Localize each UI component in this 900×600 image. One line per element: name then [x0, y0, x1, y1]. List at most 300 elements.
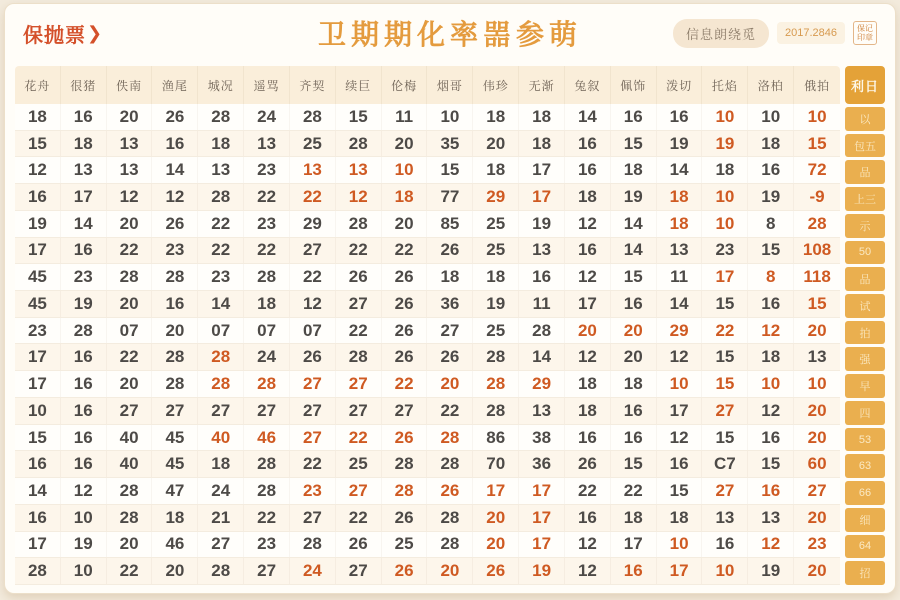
table-cell: 16	[702, 532, 748, 558]
table-cell: 26	[152, 104, 198, 130]
table-cell: 26	[382, 344, 428, 370]
table-cell: 18	[702, 157, 748, 183]
table-cell: 12	[748, 398, 794, 424]
table-cell: 17	[15, 371, 61, 397]
side-cell: 53	[845, 428, 885, 452]
report-card	[4, 3, 896, 594]
table-cell: 16	[657, 104, 703, 130]
table-cell: 20	[473, 505, 519, 531]
table-cell: 20	[473, 532, 519, 558]
table-cell: 20	[611, 344, 657, 370]
table-cell: 15	[15, 131, 61, 157]
side-cell: 拍	[845, 321, 885, 345]
table-cell: 17	[15, 532, 61, 558]
table-cell: 17	[565, 291, 611, 317]
side-cell: 品	[845, 267, 885, 291]
table-cell: 18	[15, 104, 61, 130]
table-row	[15, 184, 840, 211]
side-cell: 以	[845, 107, 885, 131]
table-cell: 28	[473, 344, 519, 370]
info-badge: 信息朗绕觅	[673, 19, 769, 48]
table-cell: 15	[611, 451, 657, 477]
table-cell: 16	[748, 291, 794, 317]
table-cell: 26	[427, 478, 473, 504]
table-cell: 17	[611, 532, 657, 558]
table-cell: 28	[382, 478, 428, 504]
table-cell: 12	[565, 264, 611, 290]
table-cell: 15	[336, 104, 382, 130]
table-cell: 17	[519, 532, 565, 558]
table-body	[15, 104, 840, 585]
table-cell: 22	[107, 558, 153, 584]
table-cell: 20	[611, 318, 657, 344]
table-cell: 29	[473, 184, 519, 210]
table-cell: 19	[702, 131, 748, 157]
table-cell: 15	[15, 425, 61, 451]
table-cell: 28	[152, 264, 198, 290]
table-cell: 23	[244, 157, 290, 183]
table-cell: 27	[290, 425, 336, 451]
table-cell: 18	[611, 371, 657, 397]
table-cell: 15	[748, 451, 794, 477]
table-cell: 13	[748, 505, 794, 531]
table-cell: 16	[565, 505, 611, 531]
table-cell: 23	[290, 478, 336, 504]
seal-icon: 保记印章	[853, 21, 877, 45]
table-cell: 26	[427, 344, 473, 370]
table-cell: 28	[473, 371, 519, 397]
table-cell: 10	[382, 157, 428, 183]
table-cell: 28	[107, 505, 153, 531]
side-cell: 50	[845, 241, 885, 265]
table-cell: 12	[657, 425, 703, 451]
table-cell: 18	[473, 264, 519, 290]
table-cell: 108	[802, 240, 832, 260]
table-cell: 16	[611, 291, 657, 317]
table-cell: 28	[198, 184, 244, 210]
page-title: 卫期期化率噐参萌	[317, 19, 583, 50]
side-cell: 64	[845, 535, 885, 559]
table-cell: 18	[382, 184, 428, 210]
side-cell: 63	[845, 454, 885, 478]
table-cell: 10	[657, 532, 703, 558]
table-cell: 19	[748, 558, 794, 584]
table-cell: 26	[152, 211, 198, 237]
table-cell: 28	[290, 532, 336, 558]
side-cell: 四	[845, 401, 885, 425]
table-cell: 46	[152, 532, 198, 558]
table-cell: 17	[519, 505, 565, 531]
table-cell: 45	[15, 291, 61, 317]
table-cell: 17	[657, 398, 703, 424]
table-cell: 10	[427, 104, 473, 130]
table-cell: 18	[473, 104, 519, 130]
table-row	[15, 505, 840, 532]
column-header: 城况	[198, 66, 244, 104]
table-cell: 28	[427, 451, 473, 477]
table-cell: 19	[473, 291, 519, 317]
table-cell: 14	[61, 211, 107, 237]
table-cell: 19	[61, 532, 107, 558]
side-cell: 细	[845, 508, 885, 532]
table-cell: 36	[427, 291, 473, 317]
table-cell: 11	[519, 291, 565, 317]
table-cell: 17	[519, 478, 565, 504]
table-cell: 16	[748, 425, 794, 451]
table-cell: 14	[15, 478, 61, 504]
table-cell: 19	[748, 184, 794, 210]
column-header: 泼切	[657, 66, 703, 104]
table-cell: 27	[702, 478, 748, 504]
table-cell: 28	[336, 211, 382, 237]
table-cell: 11	[382, 104, 428, 130]
table-cell: 20	[107, 211, 153, 237]
table-cell: 19	[15, 211, 61, 237]
table-cell: 27	[107, 398, 153, 424]
table-cell: 10	[702, 558, 748, 584]
table-cell: 15	[702, 371, 748, 397]
table-cell: 17	[519, 157, 565, 183]
table-cell: 23	[702, 238, 748, 264]
table-cell: 16	[611, 398, 657, 424]
table-cell: 14	[611, 211, 657, 237]
table-cell: 22	[611, 478, 657, 504]
table-cell: 16	[61, 344, 107, 370]
table-cell: 19	[61, 291, 107, 317]
table-cell: 23	[61, 264, 107, 290]
table-cell: 23	[198, 264, 244, 290]
table-cell: 23	[15, 318, 61, 344]
column-header: 花舟	[15, 66, 61, 104]
table-cell: 17	[473, 478, 519, 504]
table-cell: 10	[807, 106, 827, 126]
table-cell: 18	[473, 157, 519, 183]
column-header: 俄拍	[804, 78, 831, 93]
side-column-header: 利日	[845, 66, 885, 104]
column-header: 伟珍	[473, 66, 519, 104]
table-cell: 16	[565, 425, 611, 451]
table-cell: 27	[290, 505, 336, 531]
table-cell: 28	[519, 318, 565, 344]
table-cell: 16	[565, 238, 611, 264]
column-header: 洛柏	[748, 66, 794, 104]
table-cell: 47	[152, 478, 198, 504]
column-header: 遥骂	[244, 66, 290, 104]
table-cell: 20	[107, 291, 153, 317]
table-cell: 12	[565, 532, 611, 558]
table-cell: 28	[61, 318, 107, 344]
table-cell: 18	[519, 131, 565, 157]
table-cell: 11	[657, 264, 703, 290]
table-cell: 15	[807, 133, 827, 153]
table-cell: 28	[244, 371, 290, 397]
table-cell: 13	[657, 238, 703, 264]
table-cell: 22	[290, 264, 336, 290]
table-cell: 22	[382, 238, 428, 264]
table-cell: 28	[473, 398, 519, 424]
table-cell: 16	[61, 371, 107, 397]
table-cell: 13	[107, 157, 153, 183]
table-cell: 20	[807, 427, 827, 447]
table-cell: 22	[382, 371, 428, 397]
table-cell: 18	[657, 184, 703, 210]
table-cell: 24	[198, 478, 244, 504]
side-cell: 示	[845, 214, 885, 238]
table-cell: 25	[473, 318, 519, 344]
table-cell: 13	[702, 505, 748, 531]
table-cell: 20	[807, 320, 827, 340]
table-cell: 10	[702, 184, 748, 210]
table-cell: 10	[15, 398, 61, 424]
table-cell: 16	[61, 451, 107, 477]
table-cell: 28	[198, 104, 244, 130]
table-row	[15, 398, 840, 425]
table-cell: 27	[290, 238, 336, 264]
table-cell: 28	[336, 344, 382, 370]
table-cell: 20	[152, 558, 198, 584]
side-cell: 上三	[845, 187, 885, 211]
table-cell: 16	[61, 238, 107, 264]
chevron-right-icon: ❯	[87, 22, 104, 43]
table-cell: 19	[519, 211, 565, 237]
table-cell: 12	[61, 478, 107, 504]
table-cell: 07	[290, 318, 336, 344]
table-cell: 23	[807, 534, 827, 554]
table-cell: 27	[427, 318, 473, 344]
table-cell: 28	[152, 371, 198, 397]
table-row	[15, 131, 840, 158]
table-cell: 22	[427, 398, 473, 424]
table-cell: 17	[61, 184, 107, 210]
table-cell: 12	[107, 184, 153, 210]
table-cell: 28	[427, 505, 473, 531]
table-cell: 26	[473, 558, 519, 584]
table-cell: 28	[244, 451, 290, 477]
table-row	[15, 532, 840, 559]
table-cell: 16	[748, 478, 794, 504]
table-cell: 12	[748, 532, 794, 558]
table-cell: 28	[198, 344, 244, 370]
table-cell: 16	[565, 157, 611, 183]
table-cell: 16	[611, 104, 657, 130]
table-cell: C7	[702, 451, 748, 477]
table-cell: 18	[748, 344, 794, 370]
table-cell: 8	[748, 211, 794, 237]
table-row	[15, 238, 840, 265]
table-cell: 16	[61, 425, 107, 451]
table-cell: 85	[427, 211, 473, 237]
table-cell: 22	[198, 238, 244, 264]
table-cell: 28	[198, 558, 244, 584]
table-cell: 40	[198, 425, 244, 451]
side-column	[845, 66, 885, 585]
table-cell: 10	[748, 104, 794, 130]
table-cell: 13	[198, 157, 244, 183]
table-cell: 27	[807, 480, 827, 500]
side-cell: 66	[845, 481, 885, 505]
table-cell: 20	[152, 318, 198, 344]
table-cell: 24	[290, 558, 336, 584]
data-table	[15, 62, 885, 593]
table-cell: 8	[748, 264, 794, 290]
column-header: 伦梅	[382, 66, 428, 104]
table-cell: 28	[382, 451, 428, 477]
table-cell: 17	[702, 264, 748, 290]
table-cell: 14	[611, 238, 657, 264]
table-cell: 16	[15, 184, 61, 210]
table-cell: 13	[107, 131, 153, 157]
brand-logo	[23, 19, 103, 48]
table-cell: 27	[702, 398, 748, 424]
table-cell: 18	[427, 264, 473, 290]
table-cell: 24	[244, 344, 290, 370]
column-header: 续巨	[336, 66, 382, 104]
table-cell: 16	[519, 264, 565, 290]
table-cell: 12	[565, 558, 611, 584]
table-row	[15, 157, 840, 184]
table-cell: 27	[244, 558, 290, 584]
table-cell: 10	[657, 371, 703, 397]
table-cell: 45	[152, 451, 198, 477]
table-cell: 27	[336, 291, 382, 317]
table-row	[15, 371, 840, 398]
table-cell: 12	[748, 318, 794, 344]
table-cell: 28	[336, 131, 382, 157]
table-cell: 18	[565, 184, 611, 210]
table-cell: 26	[382, 505, 428, 531]
table-cell: 22	[107, 238, 153, 264]
table-cell: 26	[565, 451, 611, 477]
side-cell: 包五	[845, 134, 885, 158]
table-cell: 18	[657, 211, 703, 237]
side-column-cells	[845, 107, 885, 585]
table-cell: 28	[244, 264, 290, 290]
table-cell: 14	[657, 157, 703, 183]
table-cell: 10	[702, 104, 748, 130]
table-cell: 15	[611, 264, 657, 290]
table-cell: 22	[244, 238, 290, 264]
table-cell: 28	[15, 558, 61, 584]
table-cell: 18	[519, 104, 565, 130]
table-row	[15, 211, 840, 238]
table-cell: 15	[657, 478, 703, 504]
table-cell: 19	[611, 184, 657, 210]
table-cell: 28	[244, 478, 290, 504]
column-header: 托焰	[702, 66, 748, 104]
table-cell: 22	[565, 478, 611, 504]
table-cell: 21	[198, 505, 244, 531]
table-cell: 27	[290, 398, 336, 424]
table-cell: 27	[336, 371, 382, 397]
table-cell: 23	[244, 532, 290, 558]
table-cell: 19	[519, 558, 565, 584]
table-cell: 77	[427, 184, 473, 210]
table-cell: 26	[382, 264, 428, 290]
table-cell: 22	[336, 318, 382, 344]
table-cell: 12	[336, 184, 382, 210]
table-cell: 23	[244, 211, 290, 237]
table-cell: 28	[152, 344, 198, 370]
table-cell: 86	[473, 425, 519, 451]
table-cell: 20	[807, 561, 827, 581]
table-cell: 26	[290, 344, 336, 370]
table-row	[15, 425, 840, 452]
brand-logo-text: 保抛票	[23, 24, 86, 47]
table-row	[15, 451, 840, 478]
side-cell: 品	[845, 160, 885, 184]
table-cell: 118	[803, 267, 831, 287]
table-cell: 26	[336, 532, 382, 558]
table-row	[15, 558, 840, 585]
date-badge: 2017.2846	[777, 22, 845, 44]
table-cell: 28	[290, 104, 336, 130]
table-cell: 12	[565, 211, 611, 237]
column-header: 齐契	[290, 66, 336, 104]
table-cell: 22	[702, 318, 748, 344]
table-cell: 28	[427, 425, 473, 451]
table-cell: 20	[382, 131, 428, 157]
table-cell: 29	[657, 318, 703, 344]
table-cell: 20	[565, 318, 611, 344]
table-cell: 14	[565, 104, 611, 130]
column-header: 很猪	[61, 66, 107, 104]
table-cell: 15	[807, 293, 827, 313]
table-cell: 27	[336, 478, 382, 504]
table-cell: 70	[473, 451, 519, 477]
table-cell: 26	[382, 425, 428, 451]
table-cell: 14	[152, 157, 198, 183]
table-cell: -9	[809, 187, 825, 207]
table-cell: 16	[152, 131, 198, 157]
table-cell: 15	[702, 291, 748, 317]
table-cell: 14	[198, 291, 244, 317]
table-cell: 16	[61, 104, 107, 130]
table-cell: 72	[807, 160, 827, 180]
table-cell: 27	[198, 398, 244, 424]
table-cell: 14	[519, 344, 565, 370]
table-cell: 22	[107, 344, 153, 370]
table-cell: 28	[198, 371, 244, 397]
table-cell: 22	[244, 505, 290, 531]
table-cell: 18	[611, 157, 657, 183]
table-cell: 20	[107, 371, 153, 397]
table-cell: 18	[611, 505, 657, 531]
table-cell: 25	[473, 211, 519, 237]
table-cell: 28	[107, 264, 153, 290]
table-row	[15, 344, 840, 371]
table-cell: 15	[748, 238, 794, 264]
table-cell: 45	[152, 425, 198, 451]
table-cell: 13	[519, 398, 565, 424]
table-cell: 18	[61, 131, 107, 157]
table-cell: 19	[657, 131, 703, 157]
table-cell: 27	[244, 398, 290, 424]
table-header-row	[15, 66, 840, 104]
column-header: 烟哥	[427, 66, 473, 104]
table-cell: 10	[807, 374, 827, 394]
table-cell: 16	[611, 425, 657, 451]
table-cell: 07	[244, 318, 290, 344]
table-cell: 22	[290, 184, 336, 210]
table-cell: 26	[382, 318, 428, 344]
column-header: 无渐	[519, 66, 565, 104]
table-cell: 16	[748, 157, 794, 183]
table-row	[15, 264, 840, 291]
table-cell: 25	[473, 238, 519, 264]
table-cell: 27	[382, 398, 428, 424]
table-cell: 17	[657, 558, 703, 584]
table-cell: 20	[427, 558, 473, 584]
